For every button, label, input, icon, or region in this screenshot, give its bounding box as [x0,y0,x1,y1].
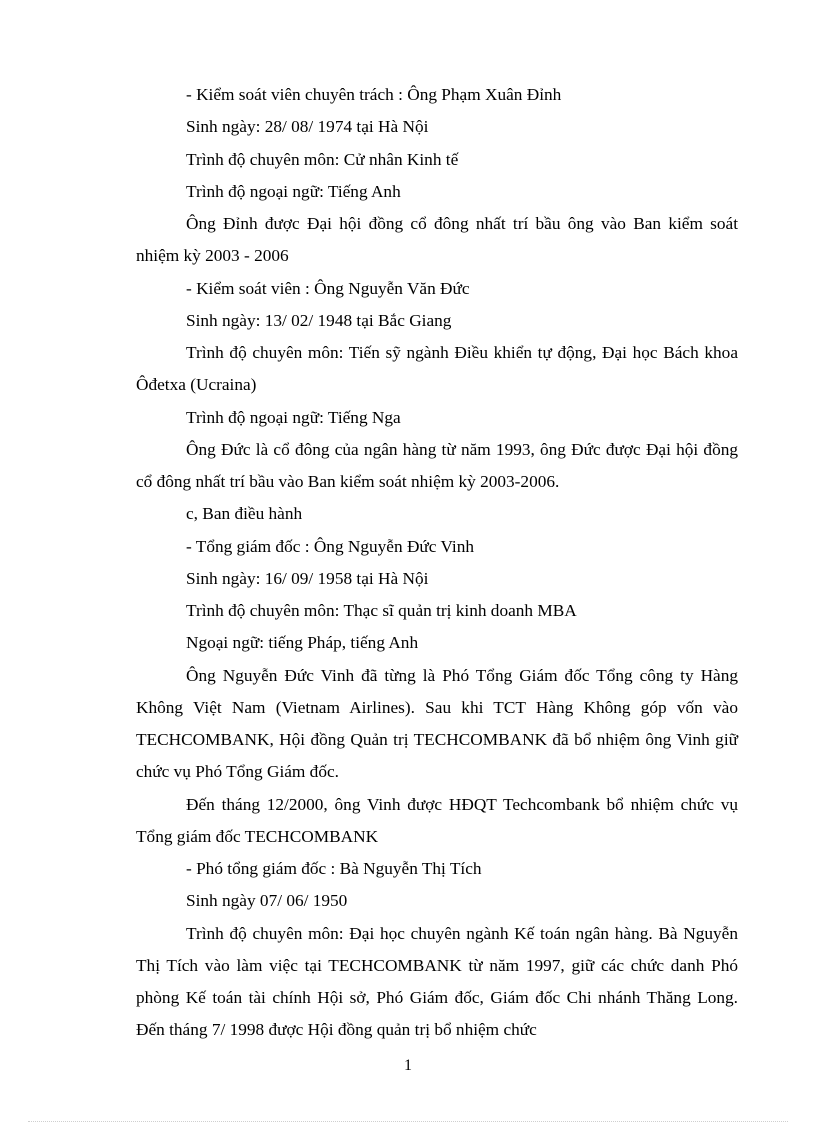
paragraph: Trình độ chuyên môn: Thạc sĩ quản trị kinh doanh MBA [186,601,577,620]
paragraph: Trình độ ngoại ngữ: Tiếng Anh [186,181,401,201]
paragraph: - Tổng giám đốc : Ông Nguyễn Đức Vinh [186,536,474,556]
document-body [136,79,738,1047]
paragraph: - Kiểm soát viên chuyên trách : Ông Phạm Xuân Đỉnh [186,85,562,104]
paragraph: - Kiểm soát viên : Ông Nguyễn Văn Đức [186,278,470,298]
paragraph: Sinh ngày 07/ 06/ 1950 [186,891,348,911]
paragraph: Trình độ ngoại ngữ: Tiếng Nga [186,407,401,427]
paragraph: Sinh ngày: 13/ 02/ 1948 tại Bắc Giang [186,310,452,330]
paragraph: Ông Nguyễn Đức Vinh đã từng là Phó Tổng Giám đốc Tổng công ty Hàng Không Việt Nam (Vietnam Airlines). Sau khi TCT Hàng Không góp vốn vào TECHCOMBANK, Hội đồng Quản trị TECHCOMBANK đã bổ nhiệm ông Vinh giữ chức vụ Phó Tổng Giám đốc. [136,665,738,782]
paragraph: Sinh ngày: 16/ 09/ 1958 tại Hà Nội [186,568,429,588]
paragraph: Đến tháng 12/2000, ông Vinh được HĐQT Techcombank bổ nhiệm chức vụ Tổng giám đốc TECHCOMBANK [136,794,738,846]
paragraph: Ông Đỉnh được Đại hội đồng cổ đông nhất trí bầu ông vào Ban kiểm soát nhiệm kỳ 2003 - 2006 [136,214,738,266]
page-number: 1 [404,1057,412,1074]
paragraph: Trình độ chuyên môn: Tiến sỹ ngành Điều khiển tự động, Đại học Bách khoa Ôđetxa (Ucraina) [136,343,738,395]
paragraph: Sinh ngày: 28/ 08/ 1974 tại Hà Nội [186,117,429,137]
paragraph: - Phó tổng giám đốc : Bà Nguyễn Thị Tích [186,859,482,878]
paragraph: Ngoại ngữ: tiếng Pháp, tiếng Anh [186,633,419,653]
paragraph: Trình độ chuyên môn: Cử nhân Kinh tế [186,149,459,169]
page-bottom-divider [28,1121,788,1122]
paragraph: Trình độ chuyên môn: Đại học chuyên ngành Kế toán ngân hàng. Bà Nguyễn Thị Tích vào làm việc tại TECHCOMBANK từ năm 1997, giữ các chức danh Phó phòng Kế toán tài chính Hội sở, Phó Giám đốc, Giám đốc Chi nhánh Thăng Long. Đến tháng 7/ 1998 được Hội đồng quản trị bổ nhiệm chức [136,923,738,1040]
paragraph: Ông Đức là cổ đông của ngân hàng từ năm 1993, ông Đức được Đại hội đồng cổ đông nhất trí bầu vào Ban kiểm soát nhiệm kỳ 2003-2006. [136,439,738,491]
section-heading: c, Ban điều hành [186,504,303,524]
